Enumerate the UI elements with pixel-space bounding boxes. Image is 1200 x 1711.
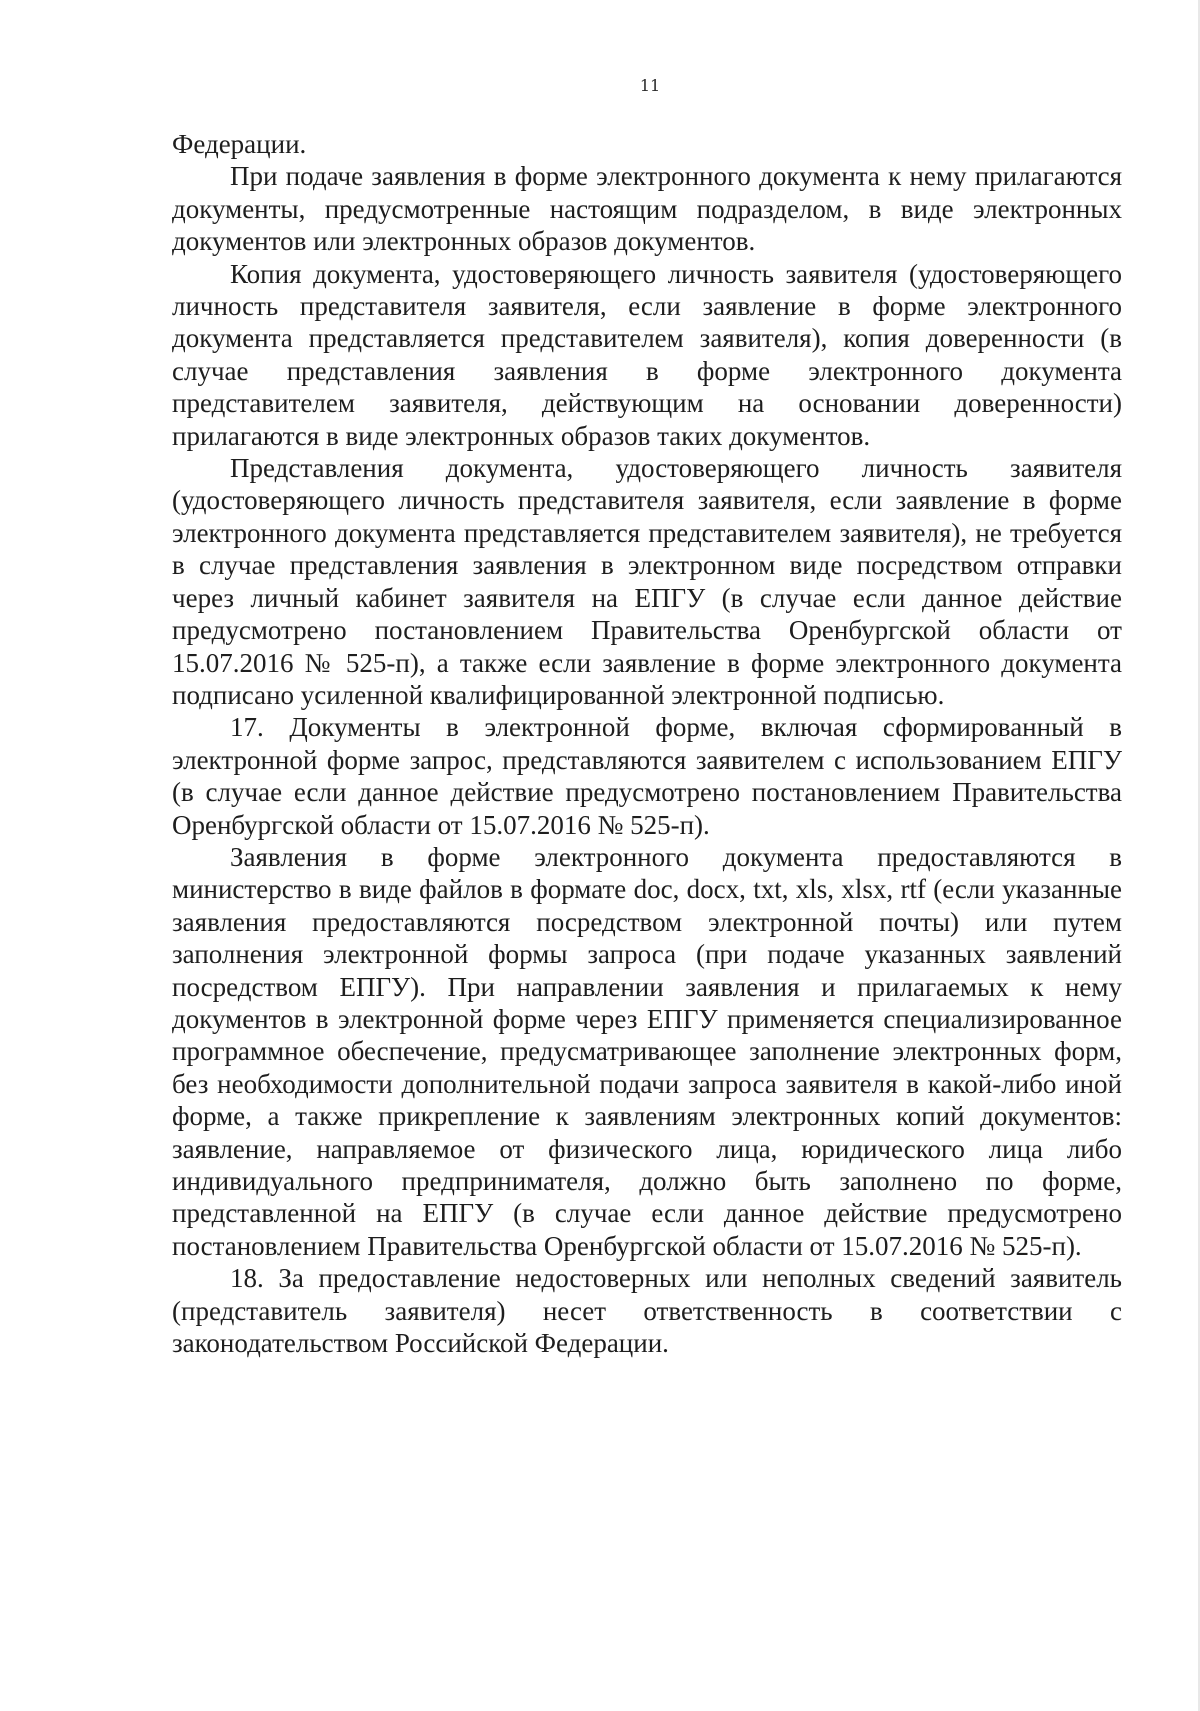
paragraph-identity-not-required: Представления документа, удостоверяющего личность заявителя (удостоверяющего личность представителя заявителя, если заявление в форме электронного документа представляется представителем заявителя), не требуется в случае представления заявления в электронном виде посредством отправки через личный кабинет заявителя на ЕПГУ (в случае если данное действие предусмотрено постановлением Правительства Оренбургской области от 15.07.2016 № 525-п), а также если заявление в форме электронного документа подписано усиленной квалифицированной электронной подписью. — [172, 453, 1122, 710]
paragraph-identity-copy: Копия документа, удостоверяющего личность заявителя (удостоверяющего личность представителя заявителя, если заявление в форме электронного документа представляется представителем заявителя), копия доверенности (в случае представления заявления в форме электронного документа представителем заявителя, действующим на основании доверенности) прилагаются в виде электронных образов таких документов. — [172, 258, 1122, 451]
paragraph-file-formats: Заявления в форме электронного документа предоставляются в министерство в виде файлов в формате doc, docx, txt, xls, xlsx, rtf (если указанные заявления предоставляются посредством электронной почты) или путем заполнения электронной формы запроса (при подаче указанных заявлений посредством ЕПГУ). При направлении заявления и прилагаемых к нему документов в электронной форме через ЕПГУ применяется специализированное программное обеспечение, предусматривающее заполнение электронных форм, без необходимости дополнительной подачи запроса заявителя в какой-либо иной форме, а также прикрепление к заявлениям электронных копий документов: заявление, направляемое от физического лица, юридического лица либо индивидуального предпринимателя, должно быть заполнено по форме, представленной на ЕПГУ (в случае если данное действие предусмотрено постановлением Правительства Оренбургской области от 15.07.2016 № 525-п). — [172, 841, 1122, 1261]
paragraph-item-17: 17. Документы в электронной форме, включая сформированный в электронной форме запрос, представляются заявителем с использованием ЕПГУ (в случае если данное действие предусмотрено постановлением Правительства Оренбургской области от 15.07.2016 № 525-п). — [172, 712, 1122, 840]
page-number: 11 — [639, 76, 661, 95]
paragraph-item-18: 18. За предоставление недостоверных или неполных сведений заявитель (представитель заявителя) несет ответственность в соответствии с законодательством Российской Федерации. — [172, 1263, 1122, 1359]
paragraph-electronic-submission: При подаче заявления в форме электронного документа к нему прилагаются документы, предусмотренные настоящим подразделом, в виде электронных документов или электронных образов документов. — [172, 161, 1122, 257]
paragraph-continuation: Федерации. — [172, 129, 307, 159]
document-body — [172, 128, 1122, 1359]
